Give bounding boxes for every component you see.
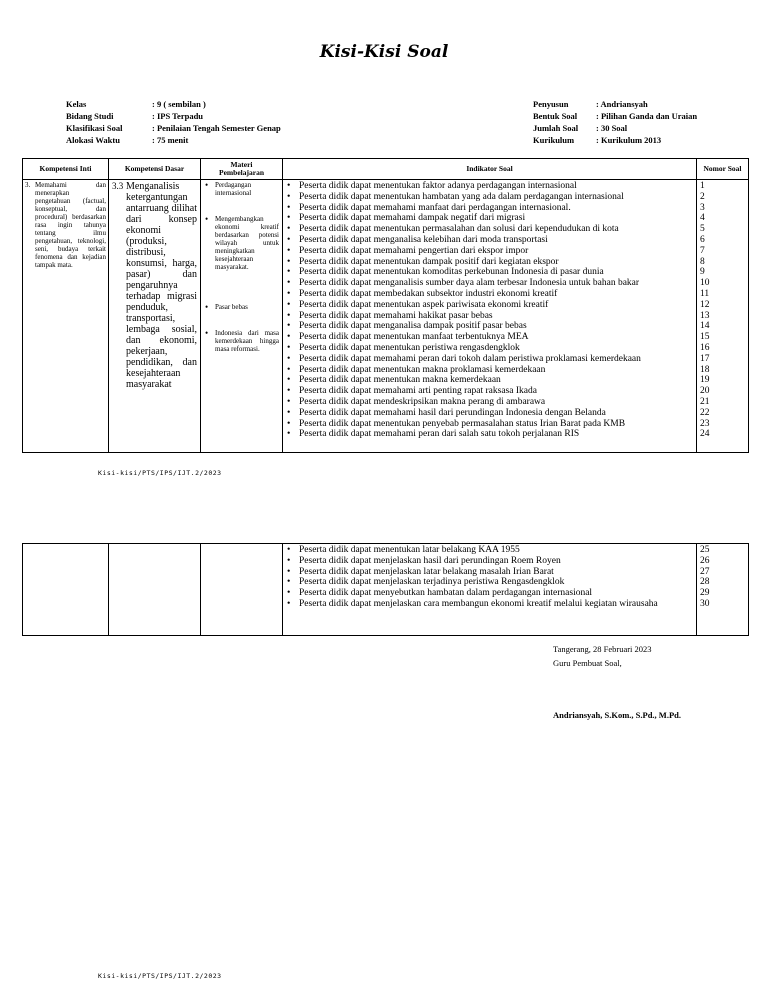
indikator-item: • Peserta didik dapat menjelaskan cara membangun ekonomi kreatif melalui kegiatan wirausaha [283, 599, 696, 610]
nomor-item: 30 [700, 598, 710, 609]
nomor-item: 16 [700, 342, 710, 353]
meta-left [64, 97, 283, 147]
nomor-item: 4 [700, 213, 705, 224]
nomor-item: 8 [700, 256, 705, 267]
nomor-item: 26 [700, 555, 710, 566]
footer-code: Kisi-kisi/PTS/IPS/IJT.2/2023 [98, 469, 222, 477]
indikator-item: • Peserta didik dapat mendeskripsikan makna perang di ambarawa [283, 397, 696, 408]
nomor-item: 10 [700, 278, 710, 289]
nomor-item: 15 [700, 332, 710, 343]
indikator-item: • Peserta didik dapat menganalisa kelebihan dari moda transportasi [283, 235, 696, 246]
meta-row [533, 135, 697, 145]
meta-row [533, 123, 697, 133]
meta-label: Klasifikasi Soal [66, 123, 123, 133]
sign-name: Andriansyah, S.Kom., S.Pd., M.Pd. [553, 710, 681, 720]
indikator-item: • Peserta didik dapat menentukan penyebab permasalahan status Irian Barat pada KMB [283, 419, 696, 430]
empty-mp-cell [201, 544, 283, 636]
indikator-item: • Peserta didik dapat memahami arti penting rapat raksasa Ikada [283, 386, 696, 397]
nomor-item: 14 [700, 321, 710, 332]
nomor-item: 18 [700, 364, 710, 375]
nomor-cell [697, 180, 749, 453]
meta-value: : Penilaian Tengah Semester Genap [152, 123, 281, 133]
header-indikator-soal: Indikator Soal [283, 159, 697, 180]
kompetensi-inti-cell [23, 180, 109, 453]
kd-text: Menganalisis ketergantungan antarruang dilihat dari konsep ekonomi (produksi, distribusi, konsumsi, harga, pasar) dan pengaruhnya terhadap migrasi penduduk, transportasi, lembaga sosial, dan ekonomi, pekerjaan, pendidikan, dan kesejahteraan masyarakat [126, 181, 197, 390]
materi-item: • Indonesia dari masa kemerdekaan hingga masa reformasi. [204, 329, 279, 353]
indikator-item: • Peserta didik dapat menyebutkan hambatan dalam perdagangan internasional [283, 588, 696, 599]
nomor-item: 7 [700, 245, 705, 256]
nomor-item: 1 [700, 181, 705, 191]
document-title: Kisi-Kisi Soal [319, 42, 449, 62]
kompetensi-dasar-cell [109, 180, 201, 453]
nomor-item: 19 [700, 375, 710, 386]
indikator-cell [283, 544, 697, 636]
meta-value: : 9 ( sembilan ) [152, 99, 206, 109]
indikator-item: • Peserta didik dapat menjelaskan hasil dari perundingan Roem Royen [283, 556, 696, 567]
empty-ki-cell [23, 544, 109, 636]
indikator-item: • Peserta didik dapat menjelaskan latar belakang masalah Irian Barat [283, 567, 696, 578]
empty-kd-cell [109, 544, 201, 636]
meta-row [66, 135, 281, 145]
indikator-item: • Peserta didik dapat menentukan faktor adanya perdagangan internasional [283, 181, 696, 192]
indikator-item: • Peserta didik dapat memahami hasil dari perundingan Indonesia dengan Belanda [283, 408, 696, 419]
meta-label: Penyusun [533, 99, 569, 109]
meta-value: : 30 Soal [596, 123, 628, 133]
ki-number: 3. [25, 181, 31, 189]
meta-row [66, 123, 281, 133]
meta-label: Bentuk Soal [533, 111, 578, 121]
meta-label: Jumlah Soal [533, 123, 579, 133]
meta-value: : IPS Terpadu [152, 111, 204, 121]
materi-item: • Perdagangan internasional [204, 181, 279, 197]
indikator-item: • Peserta didik dapat memahami dampak negatif dari migrasi [283, 213, 696, 224]
sign-role: Guru Pembuat Soal, [553, 658, 622, 668]
meta-value: : 75 menit [152, 135, 189, 145]
ki-text: Memahami dan menerapkan pengetahuan (factual, konseptual, dan procedural) berdasarkan rasa ingin tahunya tentang ilmu pengetahuan, teknologi, seni, budaya terkait fenomena dan kejadian tampak mata. [35, 181, 106, 269]
kd-number: 3.3 [112, 181, 124, 191]
indikator-item: • Peserta didik dapat menentukan manfaat terbentuknya MEA [283, 332, 696, 343]
nomor-item: 17 [700, 353, 710, 364]
kisi-table-page-1 [22, 158, 749, 453]
footer-code-bottom: Kisi-kisi/PTS/IPS/IJT.2/2023 [98, 972, 222, 980]
nomor-item: 23 [700, 418, 710, 429]
nomor-item: 13 [700, 310, 710, 321]
meta-label: Kurikulum [533, 135, 575, 145]
nomor-item: 28 [700, 577, 710, 588]
indikator-item: • Peserta didik dapat memahami peran dari tokoh dalam peristiwa proklamasi kemerdekaan [283, 354, 696, 365]
nomor-item: 6 [700, 234, 705, 245]
nomor-item: 12 [700, 299, 710, 310]
meta-label: Bidang Studi [66, 111, 114, 121]
indikator-item: • Peserta didik dapat memahami peran dari salah satu tokoh perjalanan RIS [283, 429, 696, 440]
materi-item: • Mengembangkan ekonomi kreatif berdasarkan potensi wilayah untuk meningkatkan kesejahteraan masyarakat. [204, 215, 279, 271]
nomor-item: 25 [700, 545, 710, 555]
nomor-cell [697, 544, 749, 636]
nomor-item: 27 [700, 566, 710, 577]
nomor-item: 3 [700, 202, 705, 213]
nomor-item: 11 [700, 288, 710, 299]
meta-row [533, 99, 697, 109]
meta-row [66, 99, 281, 109]
materi-pembelajaran-cell [201, 180, 283, 453]
indikator-item: • Peserta didik dapat menganalisis sumber daya alam terbesar Indonesia untuk bahan bakar [283, 278, 696, 289]
indikator-item: • Peserta didik dapat memahami pengertian dari ekspor impor [283, 246, 696, 257]
indikator-item: • Peserta didik dapat menentukan permasalahan dan solusi dari kependudukan di kota [283, 224, 696, 235]
nomor-item: 29 [700, 588, 710, 599]
indikator-item: • Peserta didik dapat menentukan makna kemerdekaan [283, 375, 696, 386]
header-nomor-soal: Nomor Soal [697, 159, 749, 180]
meta-label: Alokasi Waktu [66, 135, 120, 145]
indikator-item: • Peserta didik dapat menentukan hambatan yang ada dalam perdagangan internasional [283, 192, 696, 203]
meta-value: : Andriansyah [596, 99, 648, 109]
nomor-item: 22 [700, 407, 710, 418]
indikator-item: • Peserta didik dapat menentukan latar belakang KAA 1955 [283, 545, 696, 556]
indikator-item: • Peserta didik dapat menentukan aspek pariwisata ekonomi kreatif [283, 300, 696, 311]
header-kompetensi-dasar: Kompetensi Dasar [109, 159, 201, 180]
indikator-item: • Peserta didik dapat menentukan dampak positif dari kegiatan ekspor [283, 257, 696, 268]
sign-place-date: Tangerang, 28 Februari 2023 [553, 644, 652, 654]
materi-item: • Pasar bebas [204, 303, 279, 311]
nomor-item: 21 [700, 396, 710, 407]
kisi-table-page-2 [22, 543, 749, 636]
indikator-item: • Peserta didik dapat memahami manfaat dari perdagangan internasional. [283, 203, 696, 214]
nomor-item: 2 [700, 191, 705, 202]
indikator-item: • Peserta didik dapat menjelaskan terjadinya peristiwa Rengasdengklok [283, 577, 696, 588]
indikator-item: • Peserta didik dapat membedakan subsektor industri ekonomi kreatif [283, 289, 696, 300]
meta-value: : Pilihan Ganda dan Uraian [596, 111, 698, 121]
meta-value: : Kurikulum 2013 [596, 135, 662, 145]
indikator-item: • Peserta didik dapat memahami hakikat pasar bebas [283, 311, 696, 322]
indikator-item: • Peserta didik dapat menentukan peristiwa rengasdengklok [283, 343, 696, 354]
indikator-item: • Peserta didik dapat menentukan komoditas perkebunan Indonesia di pasar dunia [283, 267, 696, 278]
meta-right [531, 97, 699, 147]
indikator-item: • Peserta didik dapat menentukan makna proklamasi kemerdekaan [283, 365, 696, 376]
nomor-item: 5 [700, 224, 705, 235]
nomor-item: 20 [700, 386, 710, 397]
meta-row [66, 111, 281, 121]
indikator-cell [283, 180, 697, 453]
indikator-item: • Peserta didik dapat menganalisa dampak positif pasar bebas [283, 321, 696, 332]
nomor-item: 9 [700, 267, 705, 278]
header-materi-pembelajaran: Materi Pembelajaran [201, 159, 283, 180]
nomor-item: 24 [700, 429, 710, 440]
meta-label: Kelas [66, 99, 87, 109]
header-kompetensi-inti: Kompetensi Inti [23, 159, 109, 180]
meta-row [533, 111, 697, 121]
